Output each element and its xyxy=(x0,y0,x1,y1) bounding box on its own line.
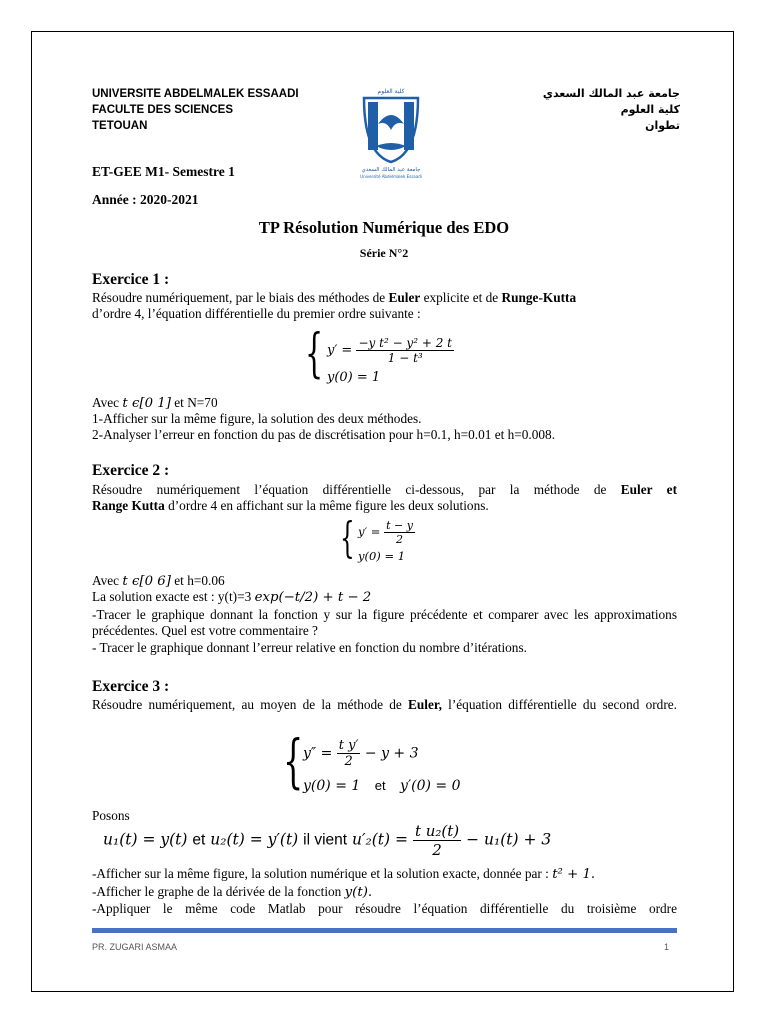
exercise-3-task-3: -Appliquer le même code Matlab pour résoudre l’équation différentielle du troisième ordre xyxy=(92,901,677,916)
exercise-2-domain: Avec t ϵ[0 6] et h=0.06 xyxy=(92,573,225,589)
year-label: Année : 2020-2021 xyxy=(92,192,199,207)
document-title: TP Résolution Numérique des EDO xyxy=(258,218,510,237)
header-right-line-3: تطوان xyxy=(645,119,680,132)
exercise-2-statement: Résoudre numériquement l’équation différentielle ci-dessous, par la méthode de Euler et Range Kutta d’ordre 4 en affichant sur la même figure les deux solutions. xyxy=(92,482,677,513)
header-right-line-1: جامعة عبد المالك السعدي xyxy=(542,87,680,100)
footer-bar xyxy=(92,928,677,933)
university-logo xyxy=(356,84,426,180)
exercise-3-substitution: u₁(t) = y(t) et u₂(t) = y′(t) il vient u′₂(t) = $\frac{\text{t u₂(t)}}{2}$ − u₁(t) + 3 xyxy=(103,822,552,859)
exercise-2-task-1: -Tracer le graphique donnant la fonction y sur la figure précédente et comparer avec les approximations précédentes. Quel est votre commentaire ? xyxy=(92,607,677,638)
logo-text-bottom: جامعة عبد المالك السعدي xyxy=(361,167,421,173)
header-right-line-2: كلية العلوم xyxy=(620,103,680,116)
exercise-2-task-2: - Tracer le graphique donnant l’erreur relative en fonction du nombre d’itérations. xyxy=(92,640,527,655)
exercise-1-domain: Avec t ϵ[0 1] et N=70 xyxy=(92,395,218,411)
exercise-3-task-2: -Afficher le graphe de la dérivée de la fonction y(t). xyxy=(92,884,373,900)
header-left xyxy=(92,86,299,134)
footer-author: PR. ZUGARI ASMAA xyxy=(92,942,178,952)
exercise-1-heading: Exercice 1 : xyxy=(92,271,170,288)
exercise-2-exact-solution: La solution exacte est : y(t)=3 exp(−t/2) + t − 2 xyxy=(92,589,372,605)
exercise-3-task-1: -Afficher sur la même figure, la solution numérique et la solution exacte, donnée par : t² + 1. xyxy=(92,866,596,882)
header-right xyxy=(543,86,680,134)
header-left-line-2: FACULTE DES SCIENCES xyxy=(92,104,233,116)
logo-text-top: كلية العلوم xyxy=(377,88,405,95)
exercise-1-statement: Résoudre numériquement, par le biais des méthodes de Euler explicite et de Runge-Kutta d’ordre 4, l’équation différentielle du premier ordre suivante : xyxy=(92,290,577,321)
page-number: 1 xyxy=(664,942,670,952)
program-label: ET-GEE M1- Semestre 1 xyxy=(92,164,235,179)
exercise-3-posons: Posons xyxy=(92,808,130,823)
exercise-2-equation: { y′ = $\frac{t - y}{2}$ y(0) = 1 xyxy=(340,513,413,563)
header-left-line-3: TETOUAN xyxy=(92,120,148,132)
exercise-1-question-2: 2-Analyser l’erreur en fonction du pas de discrétisation pour h=0.1, h=0.01 et h=0.008. xyxy=(92,427,556,442)
header-left-line-1: UNIVERSITE ABDELMALEK ESSAADI xyxy=(92,88,299,100)
exercise-3-equation: { y″ = $\frac{\text{t y′}}{2}$ − y + 3 y(0) = 1 et y′(0) = 0 xyxy=(283,727,461,795)
exercise-2-heading: Exercice 2 : xyxy=(92,462,170,479)
serie-label: Série N°2 xyxy=(359,246,409,260)
exercise-1-equation: { y′ = $\frac{\text{−y t² − y² + 2 t}}{\text{1 − t³}}$ y(0) = 1 xyxy=(305,324,452,385)
exercise-3-heading: Exercice 3 : xyxy=(92,678,170,695)
exercise-3-statement: Résoudre numériquement, au moyen de la méthode de Euler, l’équation différentielle du second ordre. xyxy=(92,697,677,712)
exercise-1-question-1: 1-Afficher sur la même figure, la solution des deux méthodes. xyxy=(92,411,422,426)
logo-text-latin: Université Abdelmalek Essaadi xyxy=(360,174,422,179)
